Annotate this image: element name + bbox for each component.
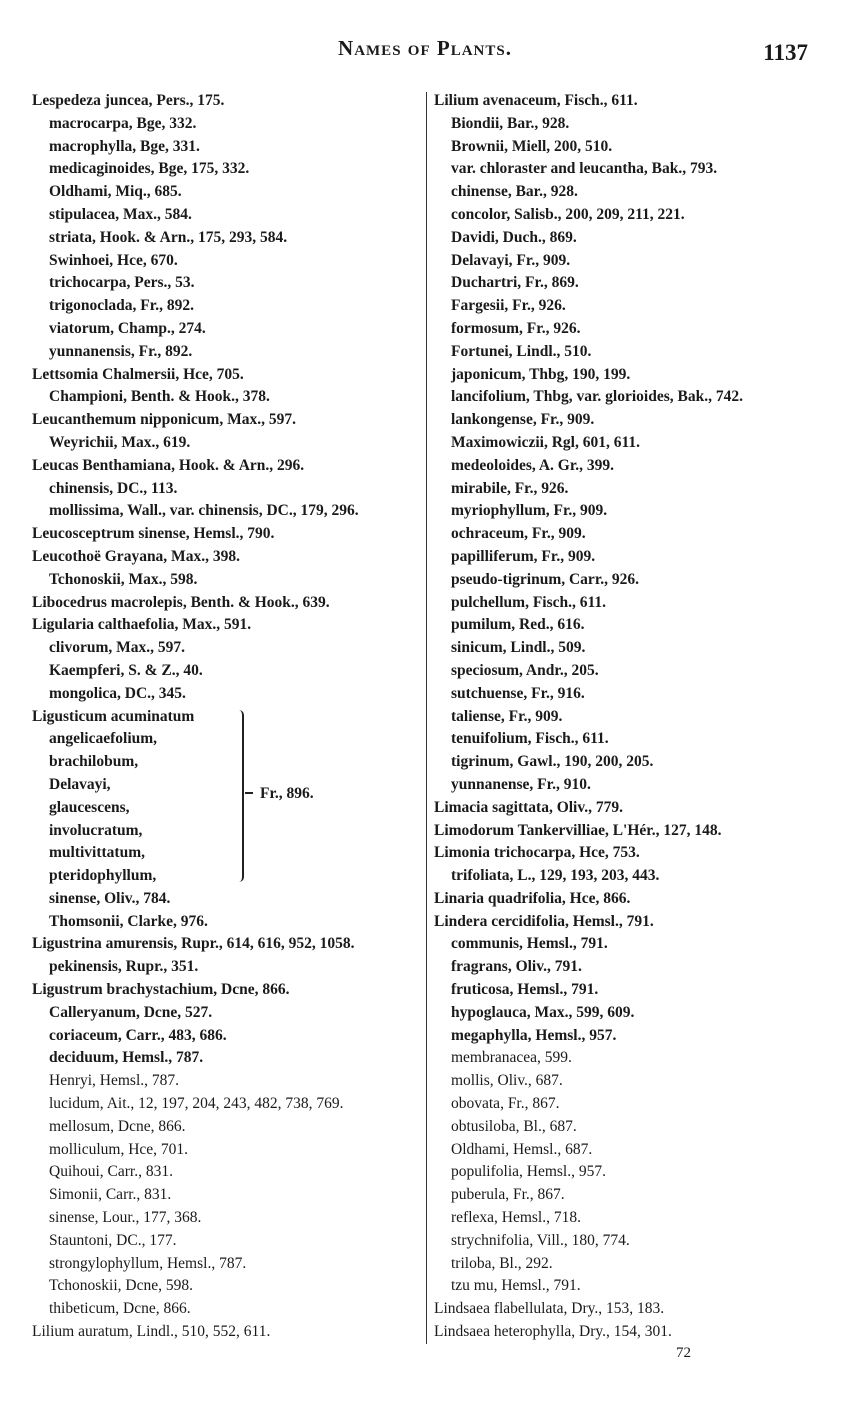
index-subentry: puberula, Fr., 867. (451, 1186, 565, 1204)
index-subentry: thibeticum, Dcne, 866. (49, 1300, 191, 1318)
index-subentry: concolor, Salisb., 200, 209, 211, 221. (451, 205, 685, 223)
index-entry: Leucosceptrum sinense, Hemsl., 790. (32, 525, 275, 543)
index-subentry: viatorum, Champ., 274. (49, 319, 206, 337)
index-subentry: lancifolium, Thbg, var. glorioides, Bak., 742. (451, 388, 743, 406)
index-subentry: Delavayi, Fr., 909. (451, 251, 571, 269)
index-entry: Lettsomia Chalmersii, Hce, 705. (32, 365, 244, 383)
index-subentry: Quihoui, Carr., 831. (49, 1163, 173, 1181)
page-title: Names of Plants. (338, 36, 512, 60)
index-subentry: pekinensis, Rupr., 351. (49, 958, 199, 976)
index-subentry: glaucescens, (49, 798, 130, 816)
index-entry: Leucanthemum nipponicum, Max., 597. (32, 411, 296, 429)
index-subentry: fruticosa, Hemsl., 791. (451, 981, 599, 999)
index-subentry: Kaempferi, S. & Z., 40. (49, 661, 203, 679)
index-subentry: lucidum, Ait., 12, 197, 204, 243, 482, 738, 769. (49, 1095, 344, 1113)
index-subentry: Maximowiczii, Rgl, 601, 611. (451, 433, 640, 451)
index-subentry: chinensis, DC., 113. (49, 479, 178, 497)
index-subentry: Brownii, Miell, 200, 510. (451, 137, 613, 155)
index-subentry: chinense, Bar., 928. (451, 183, 578, 201)
index-subentry: medicaginoides, Bge, 175, 332. (49, 160, 250, 178)
index-subentry: Biondii, Bar., 928. (451, 114, 570, 132)
index-entry: Linaria quadrifolia, Hce, 866. (434, 889, 631, 907)
brace-label: Fr., 896. (260, 784, 314, 802)
index-subentry: angelicaefolium, (49, 730, 158, 748)
index-subentry: molliculum, Hce, 701. (49, 1140, 189, 1158)
index-subentry: trichocarpa, Pers., 53. (49, 274, 195, 292)
index-subentry: macrophylla, Bge, 331. (49, 137, 200, 155)
index-subentry: japonicum, Thbg, 190, 199. (451, 365, 631, 383)
index-subentry: obtusiloba, Bl., 687. (451, 1117, 577, 1135)
index-subentry: Thomsonii, Clarke, 976. (49, 912, 208, 930)
footer-signature: 72 (676, 1345, 691, 1361)
brace-tip (245, 792, 253, 794)
index-entry: Limodorum Tankervilliae, L'Hér., 127, 148. (434, 821, 722, 839)
index-subentry: Simonii, Carr., 831. (49, 1186, 172, 1204)
index-subentry: speciosum, Andr., 205. (451, 661, 599, 679)
index-subentry: formosum, Fr., 926. (451, 319, 581, 337)
index-subentry: Delavayi, (49, 775, 111, 793)
brace-group-list (32, 706, 420, 888)
index-entry: Ligustrina amurensis, Rupr., 614, 616, 952, 1058. (32, 935, 355, 953)
index-subentry: Weyrichii, Max., 619. (49, 433, 191, 451)
index-entry: Ligularia calthaefolia, Max., 591. (32, 616, 252, 634)
index-subentry: mollissima, Wall., var. chinensis, DC., 179, 296. (49, 502, 359, 520)
index-entry: Lespedeza juncea, Pers., 175. (32, 92, 225, 109)
left-list-a (32, 90, 420, 706)
index-subentry: pulchellum, Fisch., 611. (451, 593, 607, 611)
index-entry: Lindera cercidifolia, Hemsl., 791. (434, 912, 654, 930)
index-entry: Limacia sagittata, Oliv., 779. (434, 798, 624, 816)
index-subentry: Duchartri, Fr., 869. (451, 274, 579, 292)
index-subentry: mollis, Oliv., 687. (451, 1072, 563, 1090)
index-subentry: fragrans, Oliv., 791. (451, 958, 582, 976)
index-subentry: strongylophyllum, Hemsl., 787. (49, 1254, 247, 1272)
index-entry: Ligusticum acuminatum (32, 707, 195, 725)
index-subentry: myriophyllum, Fr., 909. (451, 502, 608, 520)
index-subentry: medeoloides, A. Gr., 399. (451, 456, 615, 474)
index-subentry: trifoliata, L., 129, 193, 203, 443. (451, 867, 660, 885)
index-subentry: ochraceum, Fr., 909. (451, 525, 586, 543)
index-subentry: brachilobum, (49, 753, 139, 771)
page-number: 1137 (763, 40, 808, 65)
index-subentry: reflexa, Hemsl., 718. (451, 1209, 581, 1227)
index-subentry: Oldhami, Hemsl., 687. (451, 1140, 593, 1158)
index-entry: Lilium auratum, Lindl., 510, 552, 611. (32, 1323, 271, 1341)
index-subentry: tigrinum, Gawl., 190, 200, 205. (451, 753, 654, 771)
index-entry: Leucas Benthamiana, Hook. & Arn., 296. (32, 456, 305, 474)
index-subentry: sinicum, Lindl., 509. (451, 639, 586, 657)
index-subentry: Fortunei, Lindl., 510. (451, 342, 592, 360)
index-subentry: striata, Hook. & Arn., 175, 293, 584. (49, 228, 288, 246)
index-subentry: stipulacea, Max., 584. (49, 205, 192, 223)
index-subentry: Swinhoei, Hce, 670. (49, 251, 178, 269)
index-subentry: populifolia, Hemsl., 957. (451, 1163, 606, 1181)
index-subentry: hypoglauca, Max., 599, 609. (451, 1003, 635, 1021)
index-subentry: sutchuense, Fr., 916. (451, 684, 585, 702)
index-subentry: lankongense, Fr., 909. (451, 411, 595, 429)
right-column (434, 90, 834, 1344)
index-subentry: pumilum, Red., 616. (451, 616, 585, 634)
index-subentry: yunnanense, Fr., 910. (451, 775, 591, 793)
right-list (434, 90, 834, 1344)
index-subentry: multivittatum, (49, 844, 146, 862)
index-subentry: sinense, Lour., 177, 368. (49, 1209, 202, 1227)
index-subentry: pseudo-tigrinum, Carr., 926. (451, 570, 640, 588)
index-subentry: deciduum, Hemsl., 787. (49, 1049, 204, 1067)
index-subentry: Fargesii, Fr., 926. (451, 297, 566, 315)
index-subentry: Tchonoskii, Dcne, 598. (49, 1277, 193, 1295)
left-column (32, 90, 420, 1344)
index-subentry: pteridophyllum, (49, 867, 157, 885)
left-list-b (32, 888, 420, 1344)
index-subentry: coriaceum, Carr., 483, 686. (49, 1026, 227, 1044)
index-subentry: megaphylla, Hemsl., 957. (451, 1026, 617, 1044)
index-subentry: Calleryanum, Dcne, 527. (49, 1003, 213, 1021)
index-entry: Lindsaea flabellulata, Dry., 153, 183. (434, 1300, 665, 1318)
index-subentry: yunnanensis, Fr., 892. (49, 342, 193, 360)
index-subentry: macrocarpa, Bge, 332. (49, 114, 197, 132)
index-subentry: Oldhami, Miq., 685. (49, 183, 182, 201)
index-subentry: mellosum, Dcne, 866. (49, 1117, 186, 1135)
index-subentry: papilliferum, Fr., 909. (451, 547, 596, 565)
index-subentry: taliense, Fr., 909. (451, 707, 563, 725)
index-subentry: clivorum, Max., 597. (49, 639, 186, 657)
index-subentry: membranacea, 599. (451, 1049, 572, 1067)
index-entry: Limonia trichocarpa, Hce, 753. (434, 844, 640, 862)
index-subentry: involucratum, (49, 821, 143, 839)
index-subentry: communis, Hemsl., 791. (451, 935, 608, 953)
index-subentry: sinense, Oliv., 784. (49, 889, 171, 907)
index-subentry: Stauntoni, DC., 177. (49, 1231, 177, 1249)
column-divider (426, 92, 427, 1344)
index-subentry: Henryi, Hemsl., 787. (49, 1072, 180, 1090)
index-subentry: trigonoclada, Fr., 892. (49, 297, 194, 315)
index-entry: Lindsaea heterophylla, Dry., 154, 301. (434, 1323, 672, 1341)
index-entry: Libocedrus macrolepis, Benth. & Hook., 639. (32, 593, 330, 611)
brace-group (32, 706, 420, 888)
index-subentry: strychnifolia, Vill., 180, 774. (451, 1231, 630, 1249)
index-entry: Ligustrum brachystachium, Dcne, 866. (32, 981, 290, 999)
index-subentry: tenuifolium, Fisch., 611. (451, 730, 609, 748)
index-subentry: triloba, Bl., 292. (451, 1254, 553, 1272)
index-subentry: var. chloraster and leucantha, Bak., 793. (451, 160, 718, 178)
brace-line (239, 710, 244, 882)
index-subentry: mirabile, Fr., 926. (451, 479, 569, 497)
index-entry: Lilium avenaceum, Fisch., 611. (434, 92, 638, 109)
index-subentry: obovata, Fr., 867. (451, 1095, 560, 1113)
index-entry: Leucothoë Grayana, Max., 398. (32, 547, 240, 565)
index-subentry: Davidi, Duch., 869. (451, 228, 577, 246)
index-subentry: Tchonoskii, Max., 598. (49, 570, 198, 588)
index-subentry: mongolica, DC., 345. (49, 684, 186, 702)
index-subentry: tzu mu, Hemsl., 791. (451, 1277, 581, 1295)
index-subentry: Championi, Benth. & Hook., 378. (49, 388, 270, 406)
